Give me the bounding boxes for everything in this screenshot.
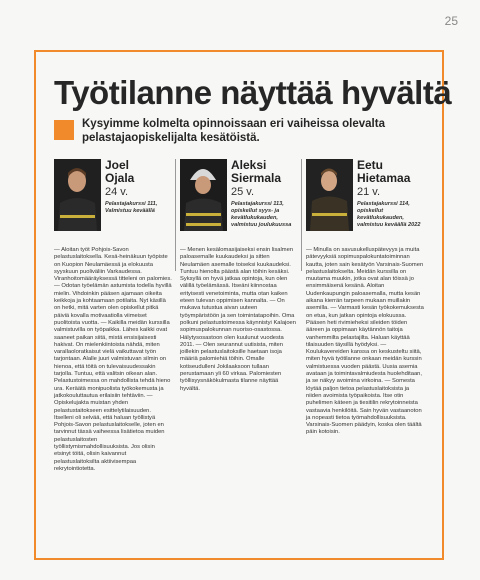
person-course: Pelastajakurssi 114, opiskellut kevätlukukauden, valmistuu keväällä 2022 [357,201,421,228]
accent-square [54,120,74,140]
person-age: 25 v. [231,186,255,198]
person-first-name: Aleksi [231,158,267,172]
body-column-joel [54,247,172,473]
portrait-photo [54,159,101,231]
person-first-name: Eetu [357,158,384,172]
person-last-name: Hietamaa [357,171,411,185]
person-course: Pelastajakurssi 113, opiskellut syys- ja kevätlukukauden, valmistuu joulukuussa [231,201,292,228]
article-title: Työtilanne näyttää hyvältä [54,74,452,111]
body-column-aleksi [180,247,298,393]
person-first-name: Joel [105,158,130,172]
article-frame [34,50,452,560]
person-last-name: Ojala [105,171,135,185]
column-divider [175,159,176,271]
body-column-eetu [306,247,424,437]
person-age: 24 v. [105,186,129,198]
body-text: — Minulla on savusukelluspätevyys ja muita pätevyyksiä sopimuspalokuntatoiminnan kautta, joten sain kesätyön Varsinais-Suomen pelastuslaitokselta. Meidän kurssilla on muutama muukin, jotka ovat alan töissä jo ensimmäisenä kesänä. Aloitan Uudenkaupungin paloasemalla, mutta kesän aikana kierrän tarpeen mukaan muillakin asemilla. — Varmasti kesän työkokemuksesta on etua, kun jatkan opintoja elokuussa. Pääsen heti rivimieheksi sileiden töiden ääreen ja oppimaan käytännön taitoja vanhemmilta pelastajilta. Haluan käyttää tilaisuuden täysillä hyödyksi. — Koulukavereiden kanssa on keskusteltu siitä, miten hyvä työtilanne onkaan meidän kurssin valmistuessa vuoden päästä. Uusia asemia avataan ja toimintavalmiudesta huolehditaan, ja se näkyy avoimina virkoina. — Somesta löytää paljon tietoa pelastuslaitoksista ja niiden avoimista työpaikoista. Itse otin puhelimen käteen ja tiesitilin rekrytoinneista vastaavia henkilöitä. Sain hyvän vastaanoton ja nopeasti tietoa työmahdollisuuksista. Varsinais-Suomen päädyin, koska olen täältä päin kotoisin. [306,247,424,436]
body-text: — Menen kesälomasijaiseksi ensin lisalmen paloasemalle kuukaudeksi ja sitten Neulamäen asemalle toiseksi kuukaudeksi. Tuntuu hienolta päästä alan töihin kesäksi. Syksyllä on hyvä jatkaa opintoja, kun olen välillä työelämässä. Itseäni kiinnostaa erityisesti venetoiminta, mutta otan kaiken eteen tulevan oppimisen kannalta. — On mukava tutustua aivan uuteen työympäristöön ja sen toimintatapoihin. Oma polkuni pelastustoimessa käynnistyi Kalajoen sopimuspalokunnan nuoriso-osastossa. Hälytysosastoon olen kuulunut vuodesta 2011. — Olen seurannut uutisista, miten joillekin pelastuslaitoksille haetaan isoja määriä palomiehiä töihin. Omalle kotiseudulleni Jokilaaksoon tullaan perustamaan yli 60 virkaa. Palomiesten työllisyysnäkökulmasta tilanne näyttää hyvältä. [180,247,297,392]
page-number: 25 [444,14,458,28]
person-last-name: Siermala [231,171,282,185]
body-text: — Aloitan työt Pohjois-Savon pelastuslaitoksella. Kesä-heinäkuun työpiste on Kuopion Neulamäessä ja elokuusta syyskuun puoliväliin Varkaudessa. Viranhoitomääräyksessä titteleni on palomies. — Odotan työelämän astumista todella hyvillä mielin. Vihdoinkin pääsen ajamaan oikeita keikkoja ja kohtaamaan potilaita. Nyt käsillä on hetki, mitä varten olen opiskellut pitkä päiviä kovalla motivaatiolla viimeiset puolitoista vuotta. — Kaikilla meidän kurssilla valmistuvilla on työpaikka. Lähes kaikki ovat saaneet paikan siitä, mistä ensisijaisesti hakivat. On mielenkiintoista nähdä, miten varallaoloratkaisut vielä vaikuttavat työn tarjontaan. Alalle juuri valmistuvan silmin on hienoa, että töitä on tulevaisuudessakin tarjolla. Tuntuu, että valitsin oikean alan. Pelastustoimessa on mahdollista tehdä hieno ura. Keräätä monipuolista työkokemusta ja jatkokouluttautua erilaisiin tehtäviin. — Opiskelujakta muistan yhden pelastustaitokseen esittelytilaisuuden. Itselleni oli selvää, että haluan työllistyä Pohjois-Savon pelastuslaitokselle, joten en tarvinnut tässä vaiheessa lisätietoa muiden pelastuslaitosten työllistymismahdollisuuksista. Jos olisin etsinyt töitä, olisin kaivannut pelastuslaitoksilta aktiivisempaa rekrytointiotetta. [54,247,172,472]
portrait-photo [180,159,227,231]
column-divider [301,159,302,271]
portrait-photo [306,159,353,231]
article-lead: Kysyimme kolmelta opinnoissaan eri vaiheissa olevalta pelastajaopiskelijalta kesätöistä. [82,118,385,144]
person-course: Pelastajakurssi 111, Valmistuu keväällä [105,201,158,214]
person-age: 21 v. [357,186,381,198]
